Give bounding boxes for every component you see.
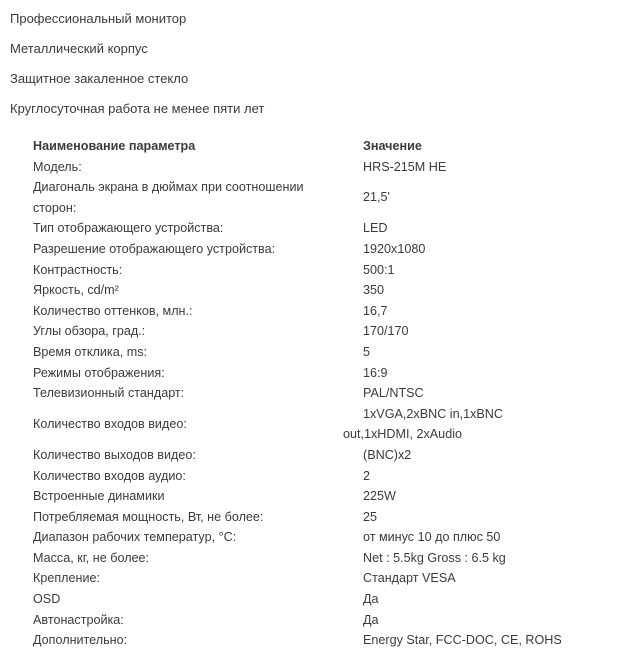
- spec-parameter-value: 500:1: [363, 262, 395, 277]
- spec-parameter-label: Диагональ экрана в дюймах при соотношении сторон:: [33, 180, 304, 215]
- spec-parameter-value: HRS-215M HE: [363, 159, 447, 174]
- spec-row: [33, 568, 638, 589]
- column-header-parameter-name: Наименование параметра: [33, 139, 196, 153]
- spec-parameter-value: 25: [363, 509, 378, 524]
- spec-row: [33, 548, 638, 569]
- spec-row: [33, 342, 638, 363]
- spec-parameter-label: Количество выходов видео:: [33, 447, 196, 462]
- spec-parameter-value: 5: [363, 344, 371, 359]
- spec-parameter-value: 170/170: [363, 324, 409, 339]
- spec-parameter-label: OSD: [33, 592, 61, 607]
- spec-parameter-value: Стандарт VESA: [363, 571, 456, 586]
- spec-parameter-value: 1xVGA,2xBNC in,1xBNC out,1xHDMI, 2xAudio: [343, 406, 503, 442]
- spec-parameter-value: от минус 10 до плюс 50: [363, 530, 501, 545]
- spec-parameter-value: LED: [363, 221, 388, 236]
- column-header-value: Значение: [363, 139, 422, 153]
- spec-row: [33, 321, 638, 342]
- spec-row: [33, 218, 638, 239]
- spec-row: [33, 383, 638, 404]
- spec-parameter-label: Время отклика, ms:: [33, 344, 147, 359]
- spec-row: [33, 157, 638, 178]
- spec-parameter-value: 225W: [363, 489, 396, 504]
- spec-parameter-label: Разрешение отображающего устройства:: [33, 241, 276, 256]
- spec-row: [33, 363, 638, 384]
- spec-parameter-label: Дополнительно:: [33, 633, 128, 648]
- spec-parameter-label: Углы обзора, град.:: [33, 324, 146, 339]
- spec-parameter-label: Режимы отображения:: [33, 365, 165, 380]
- table-header-row: [33, 136, 638, 157]
- spec-parameter-label: Крепление:: [33, 571, 101, 586]
- spec-parameter-value: Да: [363, 592, 379, 607]
- spec-parameter-value: 21,5': [363, 190, 390, 205]
- spec-row: [33, 486, 638, 507]
- spec-parameter-label: Тип отображающего устройства:: [33, 221, 224, 236]
- intro-line: Профессиональный монитор: [10, 11, 187, 26]
- spec-parameter-value: 2: [363, 468, 371, 483]
- spec-row: [33, 445, 638, 466]
- spec-parameter-value: PAL/NTSC: [363, 386, 424, 401]
- spec-parameter-value: Да: [363, 612, 379, 627]
- spec-row: [33, 589, 638, 610]
- spec-parameter-label: Телевизионный стандарт:: [33, 386, 185, 401]
- spec-parameter-value: (BNC)x2: [363, 447, 412, 462]
- spec-row: [33, 466, 638, 487]
- spec-row: [33, 610, 638, 631]
- spec-parameter-label: Диапазон рабочих температур, °C:: [33, 530, 237, 545]
- spec-parameter-label: Модель:: [33, 159, 82, 174]
- spec-parameter-label: Количество входов аудио:: [33, 468, 186, 483]
- spec-row: [33, 301, 638, 322]
- spec-parameter-value: Net : 5.5kg Gross : 6.5 kg: [363, 550, 506, 565]
- spec-row: [33, 527, 638, 548]
- spec-parameter-label: Автонастройка:: [33, 612, 124, 627]
- spec-row: [33, 260, 638, 281]
- intro-line: Круглосуточная работа не менее пяти лет: [10, 101, 265, 116]
- intro-features: [0, 0, 638, 115]
- spec-parameter-value: Energy Star, FCC-DOC, CE, ROHS: [363, 633, 562, 648]
- spec-parameter-value: 16:9: [363, 365, 388, 380]
- spec-parameter-value: 1920x1080: [363, 241, 426, 256]
- spec-rows-container: [33, 157, 638, 651]
- intro-line: Металлический корпус: [10, 41, 148, 56]
- spec-parameter-label: Встроенные динамики: [33, 489, 165, 504]
- spec-row: [33, 280, 638, 301]
- spec-parameter-label: Масса, кг, не более:: [33, 550, 150, 565]
- spec-parameter-label: Потребляемая мощность, Вт, не более:: [33, 509, 264, 524]
- spec-row: [33, 239, 638, 260]
- spec-parameter-label: Яркость, cd/m²: [33, 283, 119, 298]
- spec-row: [33, 630, 638, 651]
- intro-line: Защитное закаленное стекло: [10, 71, 189, 86]
- spec-table: [33, 136, 638, 651]
- spec-parameter-label: Контрастность:: [33, 262, 123, 277]
- spec-parameter-label: Количество оттенков, млн.:: [33, 303, 193, 318]
- spec-row: [33, 404, 638, 445]
- spec-parameter-label: Количество входов видео:: [33, 417, 187, 432]
- spec-parameter-value: 350: [363, 283, 385, 298]
- spec-row: [33, 177, 638, 218]
- spec-parameter-value: 16,7: [363, 303, 388, 318]
- spec-row: [33, 507, 638, 528]
